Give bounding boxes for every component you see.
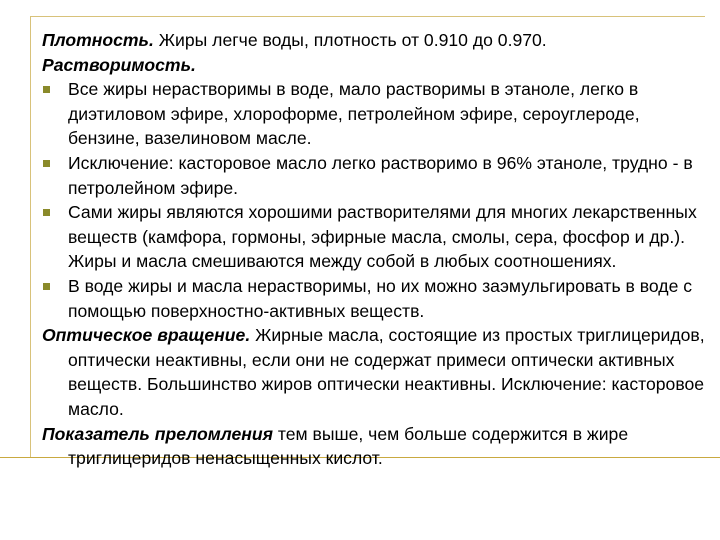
list-item xyxy=(42,77,714,151)
refraction-text: тем выше, чем больше содержится в жире триглицеридов ненасыщенных кислот. xyxy=(68,423,629,469)
square-bullet-icon xyxy=(43,160,50,167)
list-item xyxy=(42,200,714,274)
solubility-heading: Растворимость. xyxy=(42,54,196,75)
bullet-text: Все жиры нерастворимы в воде, мало растворимы в этаноле, легко в диэтиловом эфире, хлороформе, петролейном эфире, сероуглероде, бензине, вазелиновом масле. xyxy=(68,79,640,149)
solubility-bullet-list xyxy=(42,77,714,323)
square-bullet-icon xyxy=(43,86,50,93)
frame-left-border xyxy=(30,16,31,458)
refraction-paragraph xyxy=(42,422,714,471)
square-bullet-icon xyxy=(43,283,50,290)
density-heading: Плотность. xyxy=(42,30,154,50)
bullet-text: В воде жиры и масла нерастворимы, но их можно заэмульгировать в воде с помощью поверхностно-активных веществ. xyxy=(68,275,693,321)
density-paragraph xyxy=(42,28,714,53)
bullet-text: Сами жиры являются хорошими растворителями для многих лекарственных веществ (камфора, гормоны, эфирные масла, смолы, сера, фосфор и др.). Жиры и масла смешиваются между собой в любых соотношениях. xyxy=(68,202,697,272)
list-item xyxy=(42,151,714,200)
density-text: Жиры легче воды, плотность от 0.910 до 0.970. xyxy=(153,30,547,50)
list-item xyxy=(42,274,714,323)
optical-paragraph xyxy=(42,323,714,421)
optical-text: Жирные масла, состоящие из простых триглицеридов, оптически неактивны, если они не содержат примеси оптически активных веществ. Большинство жиров оптически неактивны. Исключение: касторовое масло. xyxy=(68,325,705,419)
square-bullet-icon xyxy=(43,209,50,216)
frame-top-border xyxy=(30,16,705,17)
slide-body xyxy=(42,28,714,471)
refraction-heading: Показатель преломления xyxy=(42,423,273,444)
optical-heading: Оптическое вращение. xyxy=(42,325,251,346)
bullet-text: Исключение: касторовое масло легко растворимо в 96% этаноле, трудно - в петролейном эфире. xyxy=(68,152,693,198)
